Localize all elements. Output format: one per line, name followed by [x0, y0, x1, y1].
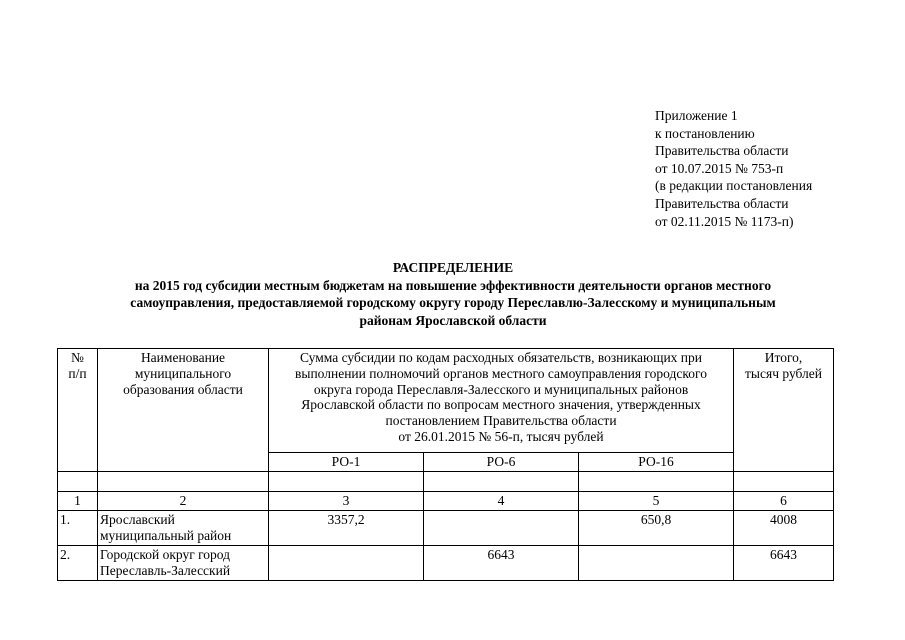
header-code-ro16: РО-16 — [579, 453, 734, 472]
column-number: 1 — [58, 492, 98, 511]
column-number: 3 — [269, 492, 424, 511]
table-spacer-row — [58, 472, 834, 492]
document-title: РАСПРЕДЕЛЕНИЕ — [392, 260, 514, 275]
row-num: 2. — [58, 545, 98, 580]
spacer-cell — [269, 472, 424, 492]
spacer-cell — [734, 472, 834, 492]
row-ro16: 650,8 — [579, 510, 734, 545]
row-num: 1. — [58, 510, 98, 545]
appendix-line: Правительства области — [655, 143, 789, 159]
table-row — [58, 545, 834, 580]
heading-line: на 2015 год субсидии местным бюджетам на повышение эффективности деятельности органов местного — [134, 277, 772, 293]
row-total: 4008 — [734, 510, 834, 545]
header-code-ro1: РО-1 — [269, 453, 424, 472]
column-number: 6 — [734, 492, 834, 511]
heading-line: районам Ярославской области — [359, 312, 547, 328]
row-name: Городской округ город Переславль-Залесский — [98, 545, 269, 580]
spacer-cell — [424, 472, 579, 492]
row-ro6: 6643 — [424, 545, 579, 580]
heading-line: самоуправления, предоставляемой городскому округу городу Переславлю-Залесскому и муниципальным — [130, 295, 776, 311]
column-number: 5 — [579, 492, 734, 511]
appendix-line: к постановлению — [655, 125, 755, 141]
row-ro1: 3357,2 — [269, 510, 424, 545]
appendix-line: от 10.07.2015 № 753-п — [655, 160, 784, 176]
spacer-cell — [58, 472, 98, 492]
appendix-line: (в редакции постановления — [655, 178, 813, 194]
appendix-line: от 02.11.2015 № 1173-п) — [655, 213, 794, 229]
appendix-line: Правительства области — [655, 195, 789, 211]
header-name: Наименование муниципального образования области — [98, 349, 269, 472]
appendix-line: Приложение 1 — [655, 108, 738, 123]
header-code-ro6: РО-6 — [424, 453, 579, 472]
column-number: 2 — [98, 492, 269, 511]
column-number-row — [58, 492, 834, 511]
header-num: № п/п — [58, 349, 98, 472]
distribution-table — [57, 348, 834, 581]
appendix-block — [655, 107, 812, 230]
spacer-cell — [98, 472, 269, 492]
row-ro16 — [579, 545, 734, 580]
column-number: 4 — [424, 492, 579, 511]
table-row — [58, 510, 834, 545]
row-total: 6643 — [734, 545, 834, 580]
header-total: Итого, тысяч рублей — [734, 349, 834, 472]
table-header-row — [58, 349, 834, 453]
document-heading — [60, 259, 846, 329]
row-name: Ярославский муниципальный район — [98, 510, 269, 545]
row-ro1 — [269, 545, 424, 580]
header-sum: Сумма субсидии по кодам расходных обязательств, возникающих при выполнении полномочий органов местного самоуправления городского округа города Переславля-Залесского и муниципальных районов Ярославской области по вопросам местного значения, утвержденных постановлением Правительства области от 26.01.2015 № 56-п, тысяч рублей — [269, 349, 734, 453]
row-ro6 — [424, 510, 579, 545]
spacer-cell — [579, 472, 734, 492]
